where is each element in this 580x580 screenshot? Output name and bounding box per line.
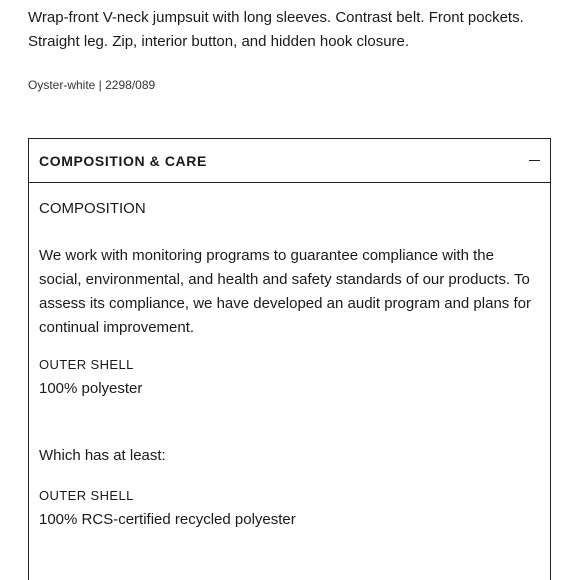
composition-heading: COMPOSITION — [39, 200, 146, 217]
composition-care-header[interactable] — [29, 139, 550, 183]
compliance-paragraph: We work with monitoring programs to guarantee compliance with the social, environmental, and health and safety standards of our products. To assess its compliance, we have developed an audit program and plans for continual improvement. — [39, 247, 531, 336]
outer-shell-label-recycled: OUTER SHELL — [39, 488, 134, 503]
outer-shell-value-recycled: 100% RCS-certified recycled polyester — [39, 511, 296, 528]
panel-title: COMPOSITION & CARE — [39, 152, 207, 169]
outer-shell-value: 100% polyester — [39, 380, 143, 397]
outer-shell-label: OUTER SHELL — [39, 357, 134, 372]
at-least-heading: Which has at least: — [39, 447, 166, 464]
composition-care-panel — [28, 138, 551, 580]
panel-body — [29, 199, 550, 531]
product-description: Wrap-front V-neck jumpsuit with long sleeves. Contrast belt. Front pockets. Straight leg. Zip, interior button, and hidden hook closure. — [28, 9, 524, 50]
product-color-reference: Oyster-white | 2298/089 — [28, 78, 156, 92]
minus-icon[interactable] — [528, 155, 540, 167]
